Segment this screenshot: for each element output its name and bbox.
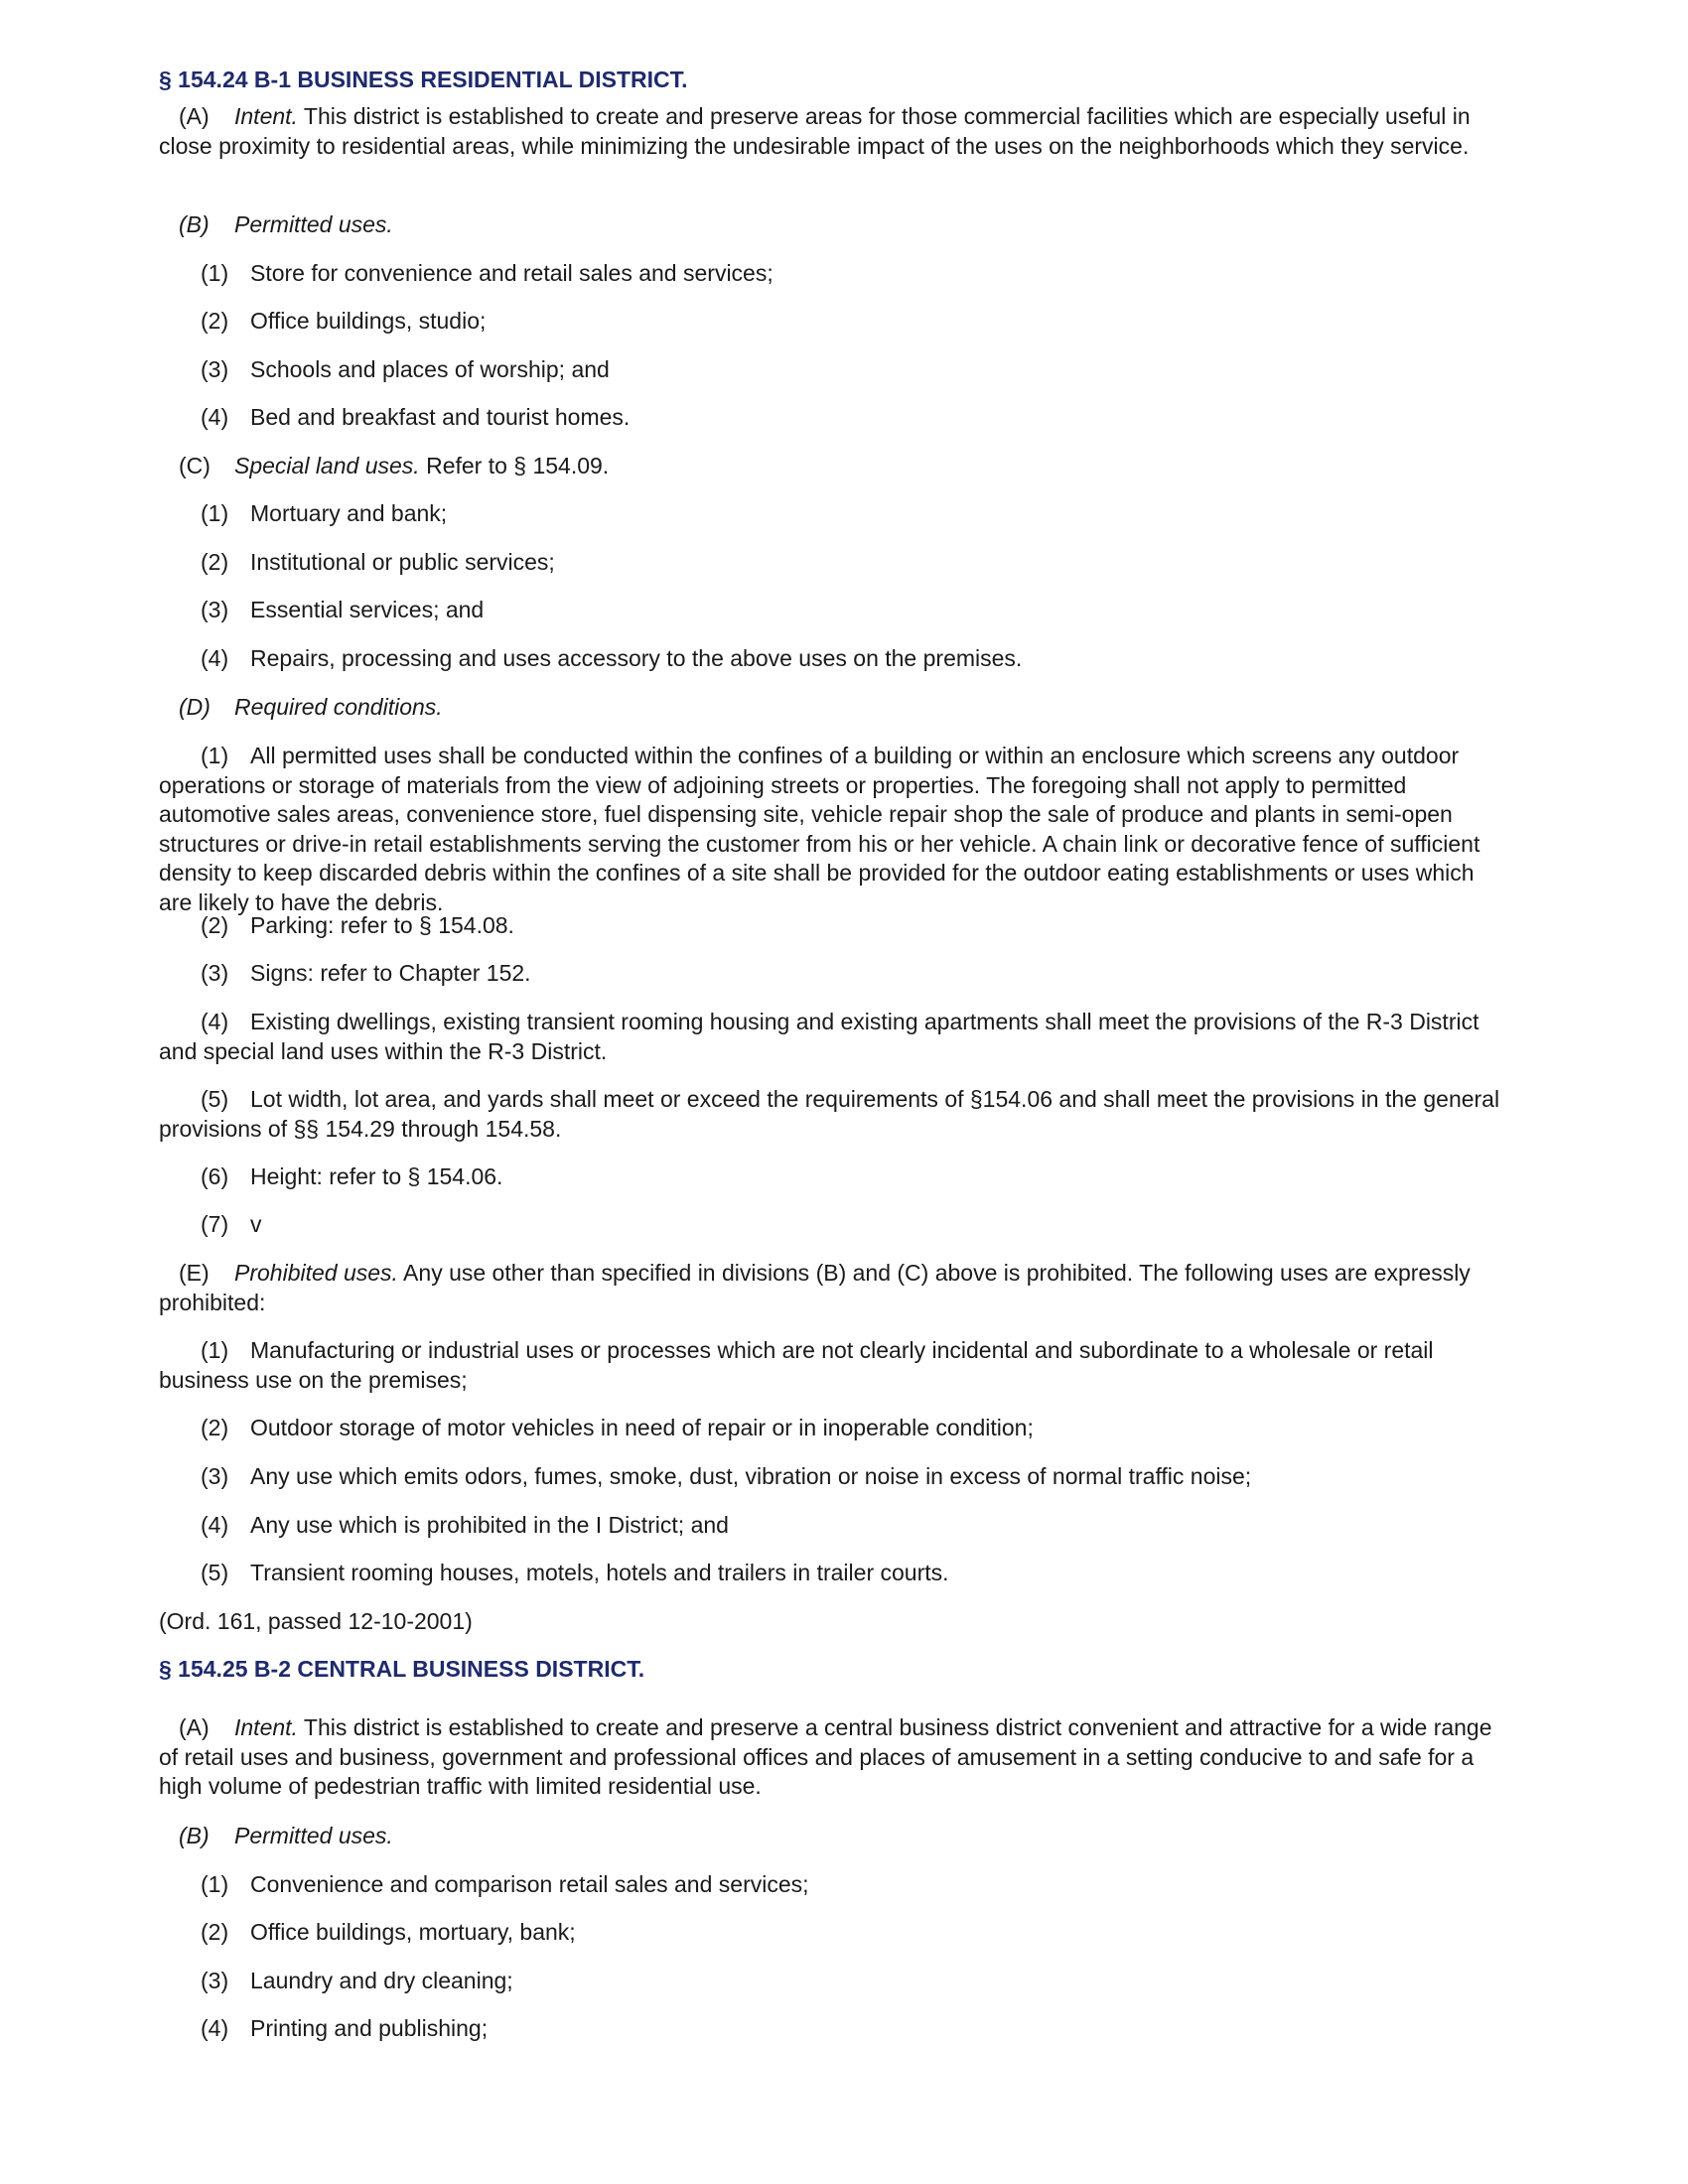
- division-title: Permitted uses.: [234, 211, 393, 237]
- item-text: Transient rooming houses, motels, hotels and trailers in trailer courts.: [250, 1560, 949, 1585]
- item-text: Store for convenience and retail sales and services;: [250, 260, 774, 286]
- division-title: Special land uses.: [234, 453, 420, 478]
- list-item: [159, 1085, 1509, 1144]
- item-marker: (3): [201, 1968, 229, 1993]
- item-marker: (4): [201, 1512, 229, 1538]
- ordinance-history-note: (Ord. 161, passed 12-10-2001): [159, 1608, 473, 1634]
- item-marker: (4): [201, 2015, 229, 2041]
- list-item: [159, 2014, 1509, 2044]
- division-title: Prohibited uses.: [234, 1260, 398, 1286]
- list-item: [159, 1870, 1509, 1900]
- item-text: Printing and publishing;: [250, 2015, 489, 2041]
- division-marker: (B): [179, 1823, 210, 1848]
- item-marker: (4): [201, 1009, 229, 1034]
- item-text: Existing dwellings, existing transient rooming housing and existing apartments shall meet the provisions of the R-3 District and special land uses within the R-3 District.: [159, 1009, 1479, 1064]
- item-marker: (1): [201, 743, 229, 768]
- list-item: [159, 1336, 1509, 1395]
- list-item: [159, 1511, 1509, 1541]
- item-text: Repairs, processing and uses accessory to the above uses on the premises.: [250, 645, 1023, 671]
- item-marker: (4): [201, 645, 229, 671]
- division-title: Intent.: [234, 1714, 298, 1740]
- list-item: [159, 1210, 1509, 1240]
- list-item: [159, 596, 1509, 625]
- list-item: [159, 1414, 1509, 1443]
- list-item: [159, 307, 1509, 337]
- list-item: [159, 1462, 1509, 1492]
- list-item: [159, 644, 1509, 674]
- item-text: Institutional or public services;: [250, 549, 555, 575]
- section-heading-154-24: § 154.24 B-1 BUSINESS RESIDENTIAL DISTRICT.: [159, 67, 688, 92]
- item-text: Schools and places of worship; and: [250, 356, 610, 382]
- item-text: Essential services; and: [250, 597, 485, 622]
- division-text: This district is established to create and preserve areas for those commercial facilities which are especially useful in close proximity to residential areas, while minimizing the undesirable impact of the uses on the neighborhoods which they service.: [159, 103, 1471, 159]
- item-text: Outdoor storage of motor vehicles in need of repair or in inoperable condition;: [250, 1415, 1034, 1440]
- item-marker: (7): [201, 1211, 229, 1237]
- division-marker: (B): [179, 211, 210, 237]
- list-item: [159, 959, 1509, 989]
- item-text: Height: refer to § 154.06.: [250, 1163, 503, 1189]
- list-item: [159, 1918, 1509, 1948]
- item-marker: (1): [201, 260, 229, 286]
- item-text: Any use which is prohibited in the I District; and: [250, 1512, 729, 1538]
- division-marker: (C): [179, 453, 211, 478]
- s2-b-permitted-uses: [159, 1822, 1509, 1851]
- list-item: [159, 1967, 1509, 1996]
- item-marker: (2): [201, 308, 229, 334]
- section-heading-154-25: § 154.25 B-2 CENTRAL BUSINESS DISTRICT.: [159, 1656, 645, 1682]
- item-marker: (2): [201, 1415, 229, 1440]
- list-item: [159, 1559, 1509, 1588]
- list-item: [159, 1008, 1509, 1066]
- list-item: [159, 355, 1509, 385]
- item-marker: (2): [201, 912, 229, 938]
- s1-b-permitted-uses: [159, 210, 1509, 240]
- list-item: [159, 742, 1509, 917]
- division-marker: (E): [179, 1260, 210, 1286]
- item-marker: (1): [201, 500, 229, 526]
- item-text: Office buildings, studio;: [250, 308, 487, 334]
- item-text: Laundry and dry cleaning;: [250, 1968, 513, 1993]
- division-marker: (A): [179, 1714, 210, 1740]
- item-text: Convenience and comparison retail sales and services;: [250, 1871, 809, 1897]
- list-item: [159, 403, 1509, 433]
- item-text: Bed and breakfast and tourist homes.: [250, 404, 631, 430]
- item-marker: (3): [201, 356, 229, 382]
- item-marker: (3): [201, 1463, 229, 1489]
- list-item: [159, 259, 1509, 289]
- item-marker: (2): [201, 1919, 229, 1945]
- list-item: [159, 1162, 1509, 1192]
- division-title: Intent.: [234, 103, 298, 129]
- division-text: This district is established to create and preserve a central business district convenient and attractive for a wide range of retail uses and business, government and professional offices and places of amusement in a setting conducive to and safe for a high volume of pedestrian traffic with limited residential use.: [159, 1714, 1492, 1799]
- item-marker: (2): [201, 549, 229, 575]
- item-text: Any use which emits odors, fumes, smoke, dust, vibration or noise in excess of normal traffic noise;: [250, 1463, 1252, 1489]
- item-text: Manufacturing or industrial uses or processes which are not clearly incidental and subordinate to a wholesale or retail business use on the premises;: [159, 1337, 1434, 1393]
- s1-d-required-conditions: [159, 693, 1509, 723]
- item-text: All permitted uses shall be conducted within the confines of a building or within an enclosure which screens any outdoor operations or storage of materials from the view of adjoining streets or properties. The foregoing shall not apply to permitted automotive sales areas, convenience store, fuel dispensing site, vehicle repair shop the sale of produce and plants in semi-open structures or drive-in retail establishments serving the customer from his or her vehicle. A chain link or decorative fence of sufficient density to keep discarded debris within the confines of a site shall be provided for the outdoor eating establishments or uses which are likely to have the debris.: [159, 743, 1480, 915]
- item-text: Signs: refer to Chapter 152.: [250, 960, 531, 986]
- item-marker: (3): [201, 597, 229, 622]
- item-text: Lot width, lot area, and yards shall meet or exceed the requirements of §154.06 and shall meet the provisions in the general provisions of §§ 154.29 through 154.58.: [159, 1086, 1500, 1142]
- division-marker: (D): [179, 694, 211, 720]
- item-marker: (1): [201, 1337, 229, 1363]
- division-text: Refer to § 154.09.: [419, 453, 610, 478]
- division-marker: (A): [179, 103, 210, 129]
- s2-a-intent: [159, 1713, 1509, 1802]
- division-text: Any use other than specified in divisions (B) and (C) above is prohibited. The following uses are expressly prohibited:: [159, 1260, 1471, 1315]
- s1-a-intent: [159, 102, 1509, 161]
- item-text: Office buildings, mortuary, bank;: [250, 1919, 576, 1945]
- item-marker: (5): [201, 1560, 229, 1585]
- s1-c-special-land-uses: [159, 452, 1509, 481]
- division-title: Required conditions.: [234, 694, 443, 720]
- item-marker: (4): [201, 404, 229, 430]
- division-title: Permitted uses.: [234, 1823, 393, 1848]
- list-item: [159, 911, 1509, 941]
- list-item: [159, 548, 1509, 578]
- s1-e-prohibited-uses: [159, 1259, 1509, 1317]
- item-marker: (6): [201, 1163, 229, 1189]
- item-text: Mortuary and bank;: [250, 500, 448, 526]
- list-item: [159, 499, 1509, 529]
- item-marker: (1): [201, 1871, 229, 1897]
- item-text: Parking: refer to § 154.08.: [250, 912, 514, 938]
- item-text: v: [250, 1211, 262, 1237]
- item-marker: (3): [201, 960, 229, 986]
- item-marker: (5): [201, 1086, 229, 1112]
